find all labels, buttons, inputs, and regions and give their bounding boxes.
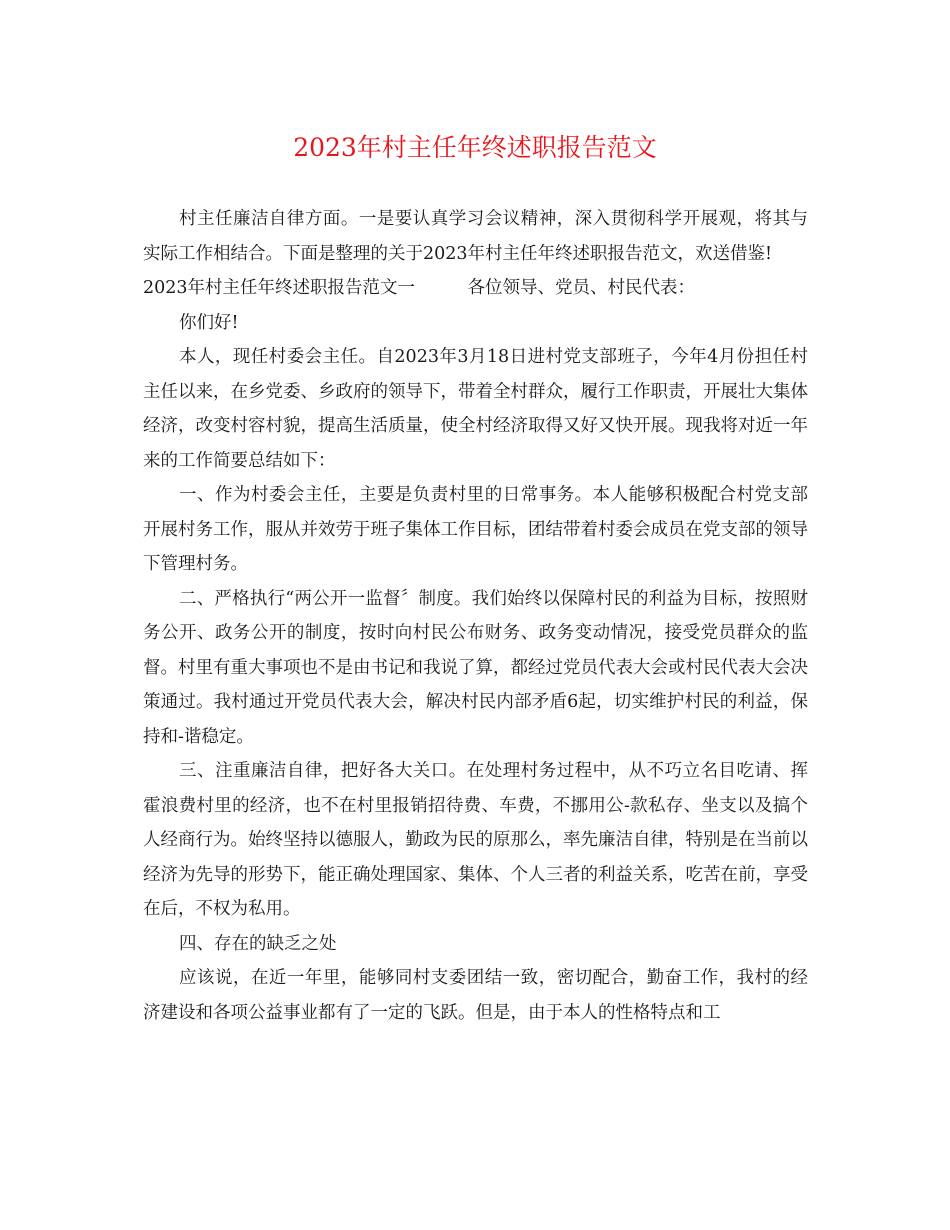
paragraph-section-four-body: 应该说，在近一年里，能够同村支委团结一致，密切配合，勤奋工作，我村的经济建设和各项公益事业都有了一定的飞跃。但是，由于本人的性格特点和工	[143, 968, 808, 1023]
document-title: 2023年村主任年终述职报告范文	[293, 133, 657, 162]
paragraph-greeting: 你们好!	[179, 312, 239, 333]
paragraph-section-one: 一、作为村委会主任，主要是负责村里的日常事务。本人能够积极配合村党支部开展村务工作，服从并效劳于班子集体工作目标，团结带着村委会成员在党支部的领导下管理村务。	[143, 485, 808, 574]
paragraph-self-introduction: 本人，现任村委会主任。自2023年3月18日进村党支部班子，今年4月份担任村主任以来，在乡党委、乡政府的领导下，带着全村群众，履行工作职责，开展壮大集体经济，改变村容村貌，提高生活质量，使全村经济取得又好又快开展。现我将对近一年来的工作简要总结如下：	[143, 347, 808, 471]
paragraph-section-two: 二、严格执行“两公开一监督〞制度。我们始终以保障村民的利益为目标，按照财务公开、政务公开的制度，按时向村民公布财务、政务变动情况，接受党员群众的监督。村里有重大事项也不是由书记和我说了算，都经过党员代表大会或村民代表大会决策通过。我村通过开党员代表大会，解决村民内部矛盾6起，切实维护村民的利益，保持和-谐稳定。	[143, 588, 808, 747]
paragraph-salutation: 2023年村主任年终述职报告范文一 各位领导、党员、村民代表：	[143, 278, 696, 298]
document-body	[143, 202, 808, 1030]
paragraph-intro: 村主任廉洁自律方面。一是要认真学习会议精神，深入贯彻科学开展观，将其与实际工作相结合。下面是整理的关于2023年村主任年终述职报告范文，欢送借鉴!	[143, 209, 808, 264]
paragraph-section-four-heading: 四、存在的缺乏之处	[179, 933, 337, 954]
paragraph-section-three: 三、注重廉洁自律，把好各大关口。在处理村务过程中，从不巧立名目吃请、挥霍浪费村里的经济，也不在村里报销招待费、车费，不挪用公-款私存、坐支以及搞个人经商行为。始终坚持以德服人，勤政为民的原那么，率先廉洁自律，特别是在当前以经济为先导的形势下，能正确处理国家、集体、个人三者的利益关系，吃苦在前，享受在后，不权为私用。	[143, 761, 808, 919]
